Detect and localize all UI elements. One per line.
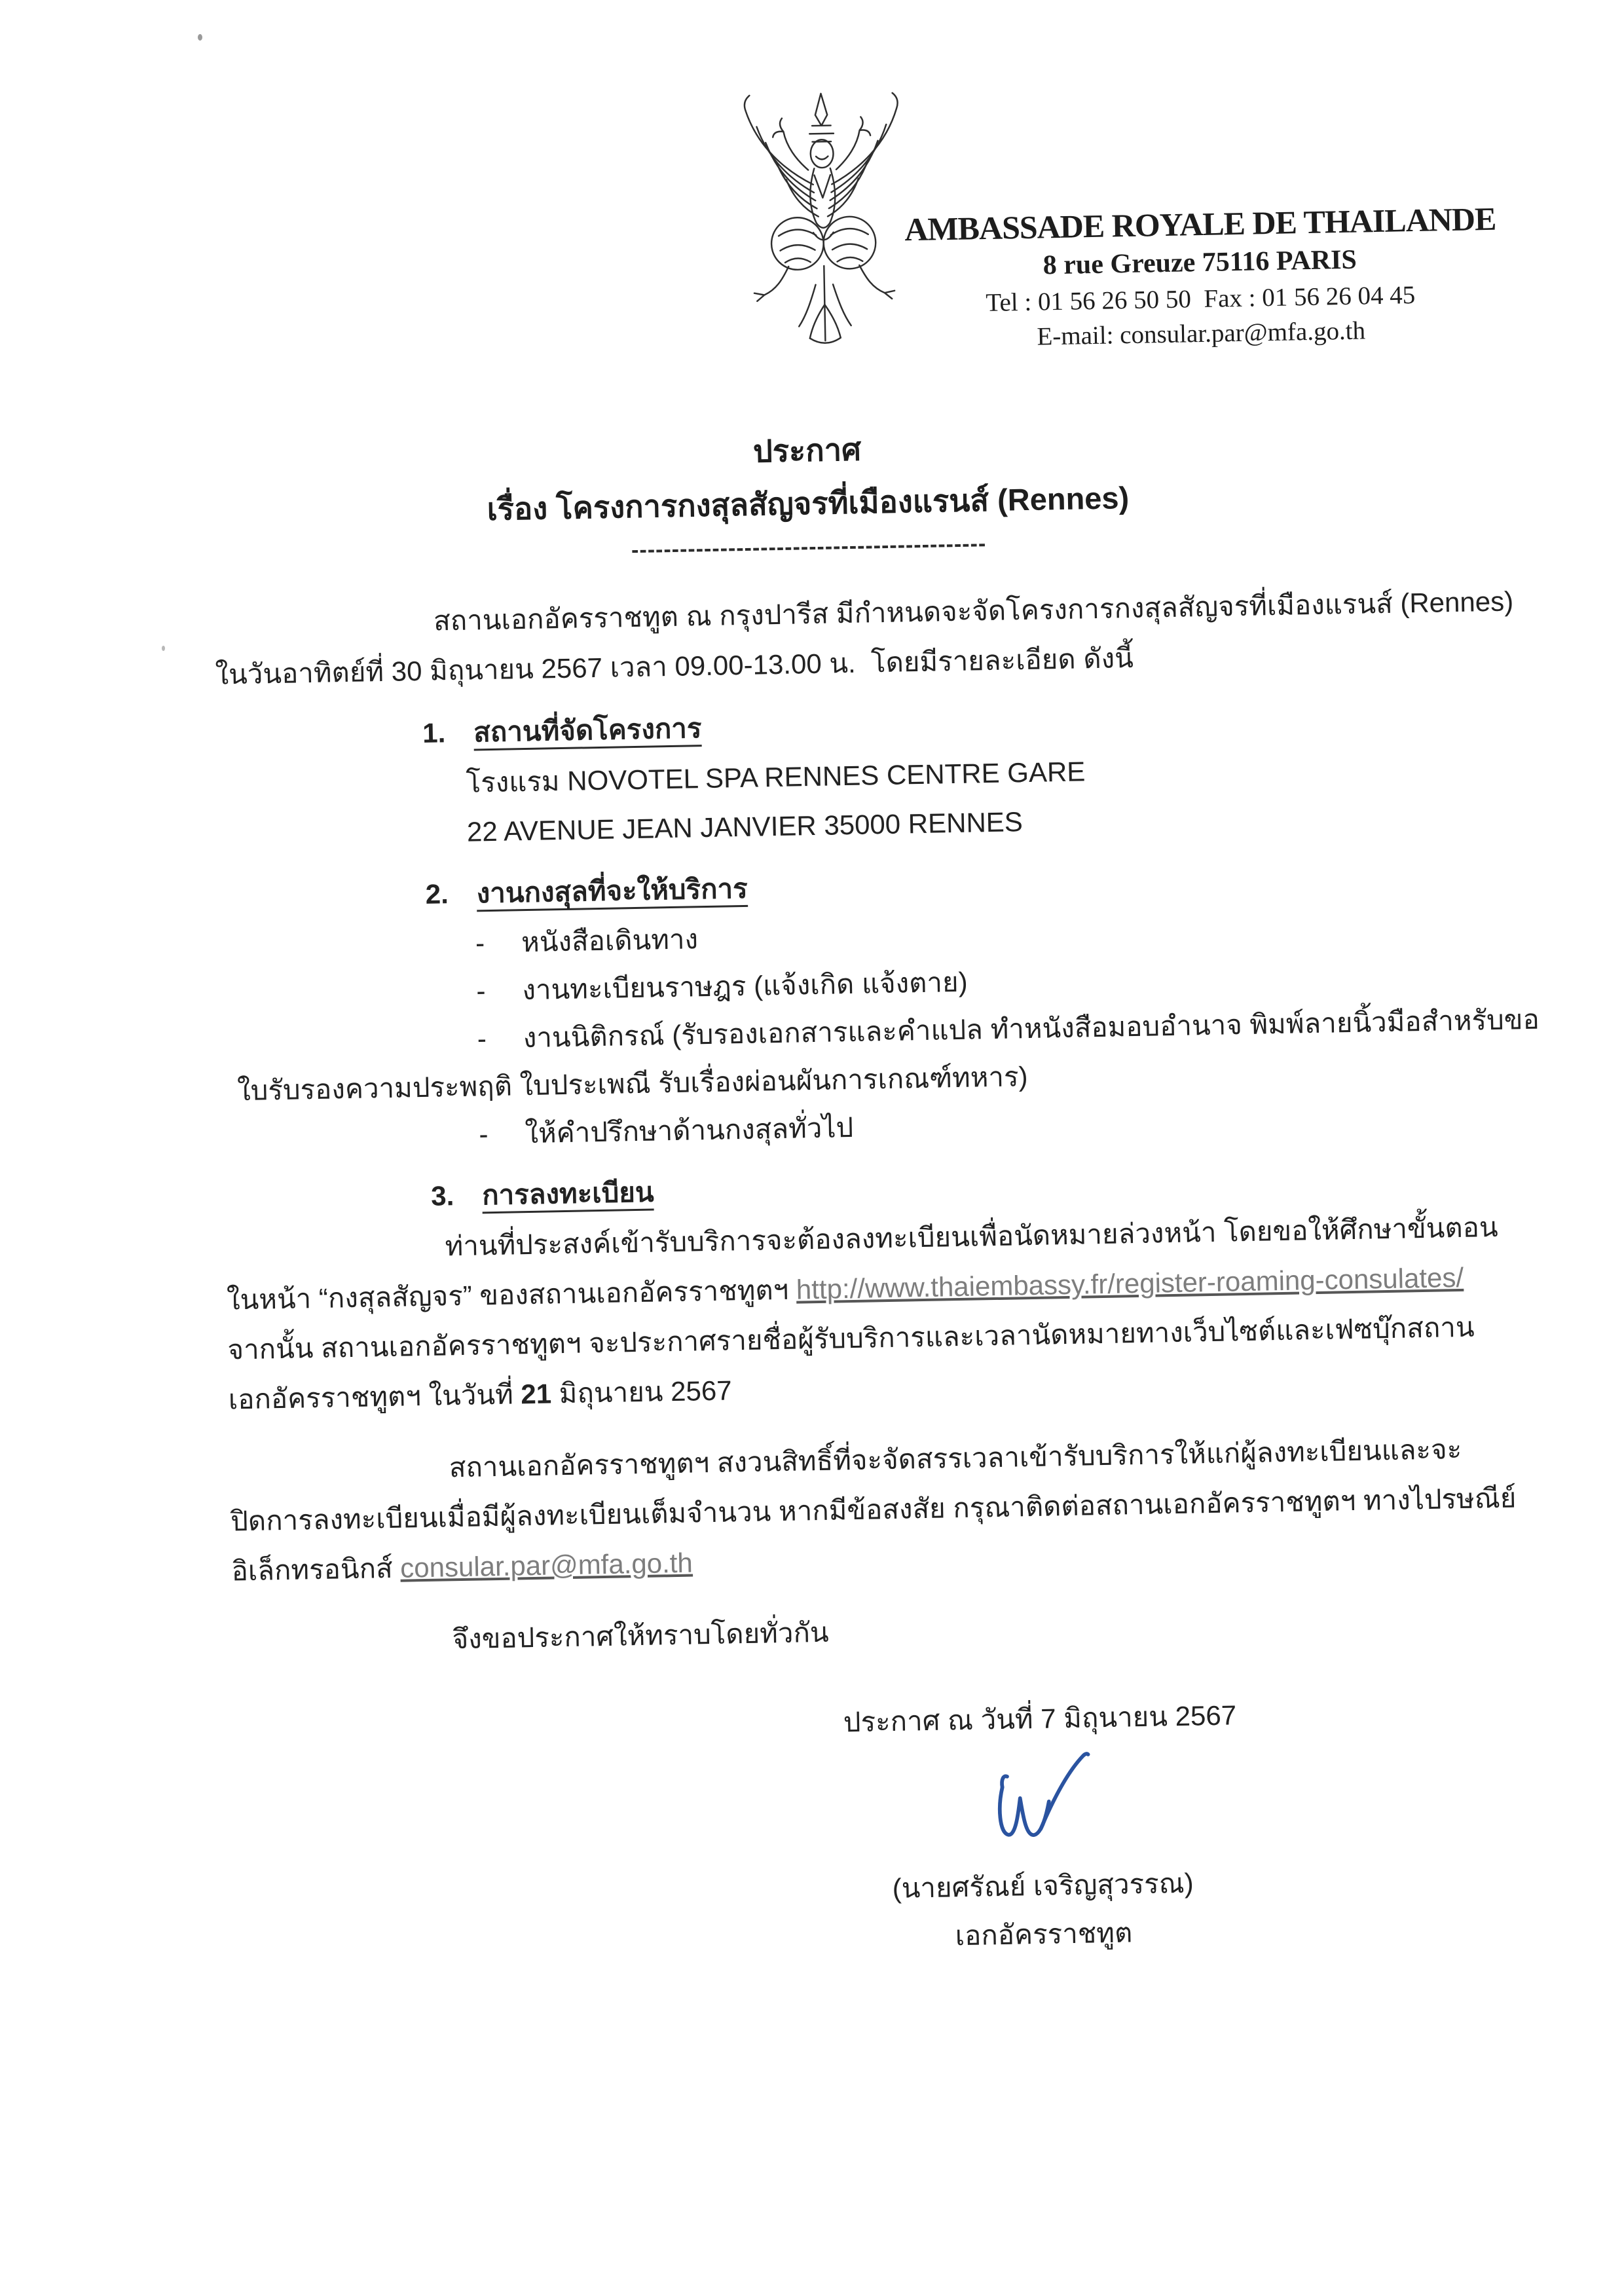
announce-date-suffix: มิถุนายน 2567 bbox=[551, 1375, 733, 1409]
bullet-dash: - bbox=[476, 975, 486, 1007]
document-body bbox=[213, 578, 1540, 1973]
registration-line: จากนั้น สถานเอกอัครราชทูตฯ จะประกาศรายชื่อผู้รับบริการและเวลานัดหมายทางเว็บไซต์และเฟซบุ๊กสถาน bbox=[227, 1311, 1475, 1365]
intro-line: ในวันอาทิตย์ที่ 30 มิถุนายน 2567 เวลา 09.00-13.00 น. โดยมีรายละเอียด ดังนี้ bbox=[215, 642, 1134, 690]
registration-line-prefix: ในหน้า “กงสุลสัญจร” ของสถานเอกอัครราชทูตฯ bbox=[226, 1274, 797, 1316]
intro-line: สถานเอกอัครราชทูต ณ กรุงปารีส มีกำหนดจะจัดโครงการกงสุลสัญจรที่เมืองแรนส์ (Rennes) bbox=[433, 585, 1514, 637]
reservation-line: สถานเอกอัครราชทูตฯ สงวนสิทธิ์ที่จะจัดสรรเวลาเข้ารับบริการให้แก่ผู้ลงทะเบียนและจะ bbox=[449, 1434, 1462, 1483]
handwritten-signature bbox=[957, 1747, 1126, 1862]
signer-title: เอกอัครราชทูต bbox=[955, 1917, 1133, 1952]
registration-line: ท่านที่ประสงค์เข้ารับบริการจะต้องลงทะเบียนเพื่อนัดหมายล่วงหน้า โดยขอให้ศึกษาขั้นตอน bbox=[445, 1211, 1498, 1262]
service-bullet-text: งานทะเบียนราษฎร (แจ้งเกิด แจ้งตาย) bbox=[522, 966, 968, 1006]
section-1-title: สถานที่จัดโครงการ bbox=[473, 713, 702, 750]
service-bullet-text: หนังสือเดินทาง bbox=[521, 923, 699, 958]
section-number: 1. bbox=[422, 717, 446, 749]
announce-date: 21 bbox=[520, 1378, 552, 1410]
service-bullet-text: งานนิติกรณ์ (รับรองเอกสารและคำแปล ทำหนังสือมอบอำนาจ พิมพ์ลายนิ้วมือสำหรับขอ bbox=[523, 1003, 1540, 1054]
section-3-title: การลงทะเบียน bbox=[482, 1177, 654, 1214]
dashed-divider: -------------------------------------------- bbox=[631, 531, 987, 563]
service-bullet-text: ให้คำปรึกษาด้านกงสุลทั่วไป bbox=[525, 1111, 854, 1149]
announce-date-prefix: เอกอัครราชทูตฯ ในวันที่ bbox=[228, 1379, 521, 1415]
embassy-address: 8 rue Greuze 75116 PARIS bbox=[1043, 244, 1357, 281]
signature-block bbox=[738, 1688, 1345, 1964]
embassy-tel-fax: Tel : 01 56 26 50 50 Fax : 01 56 26 04 45 bbox=[986, 281, 1416, 318]
section-number: 3. bbox=[430, 1180, 454, 1212]
letterhead bbox=[904, 198, 1496, 356]
embassy-email: E-mail: consular.par@mfa.go.th bbox=[1037, 316, 1366, 351]
bullet-dash: - bbox=[475, 927, 485, 959]
closing-line: จึงขอประกาศให้ทราบโดยทั่วกัน bbox=[452, 1616, 829, 1655]
contact-email-link[interactable]: consular.par@mfa.go.th bbox=[399, 1547, 693, 1583]
section-number: 2. bbox=[425, 878, 449, 910]
embassy-name: AMBASSADE ROYALE DE THAILANDE bbox=[904, 200, 1496, 248]
venue-line: โรงแรม NOVOTEL SPA RENNES CENTRE GARE bbox=[466, 756, 1086, 798]
reservation-line: ปิดการลงทะเบียนเมื่อมีผู้ลงทะเบียนเต็มจำนวน หากมีข้อสงสัย กรุณาติดต่อสถานเอกอัครราชทูตฯ ทางไปรษณีย์ bbox=[230, 1482, 1517, 1537]
subject-line: เรื่อง โครงการกงสุลสัญจรที่เมืองแรนส์ (Rennes) bbox=[487, 480, 1130, 527]
signer-name: (นายศรัณย์ เจริญสุวรรณ) bbox=[892, 1867, 1194, 1904]
registration-url-link[interactable]: http://www.thaiembassy.fr/register-roaming-consulates/ bbox=[796, 1261, 1464, 1305]
announcement-heading: ประกาศ bbox=[752, 432, 862, 469]
venue-address-line: 22 AVENUE JEAN JANVIER 35000 RENNES bbox=[466, 806, 1024, 847]
section-2-title: งานกงสุลที่จะให้บริการ bbox=[476, 873, 748, 912]
bullet-dash: - bbox=[477, 1023, 487, 1054]
issued-date-line: ประกาศ ณ วันที่ 7 มิถุนายน 2567 bbox=[843, 1699, 1237, 1738]
service-bullet-continuation: ใบรับรองความประพฤติ ใบประเพณี รับเรื่องผ่อนผันการเกณฑ์ทหาร) bbox=[236, 1061, 1028, 1107]
bullet-dash: - bbox=[479, 1119, 489, 1150]
garuda-emblem bbox=[720, 82, 925, 354]
contact-email-prefix: อิเล็กทรอนิกส์ bbox=[231, 1552, 401, 1587]
